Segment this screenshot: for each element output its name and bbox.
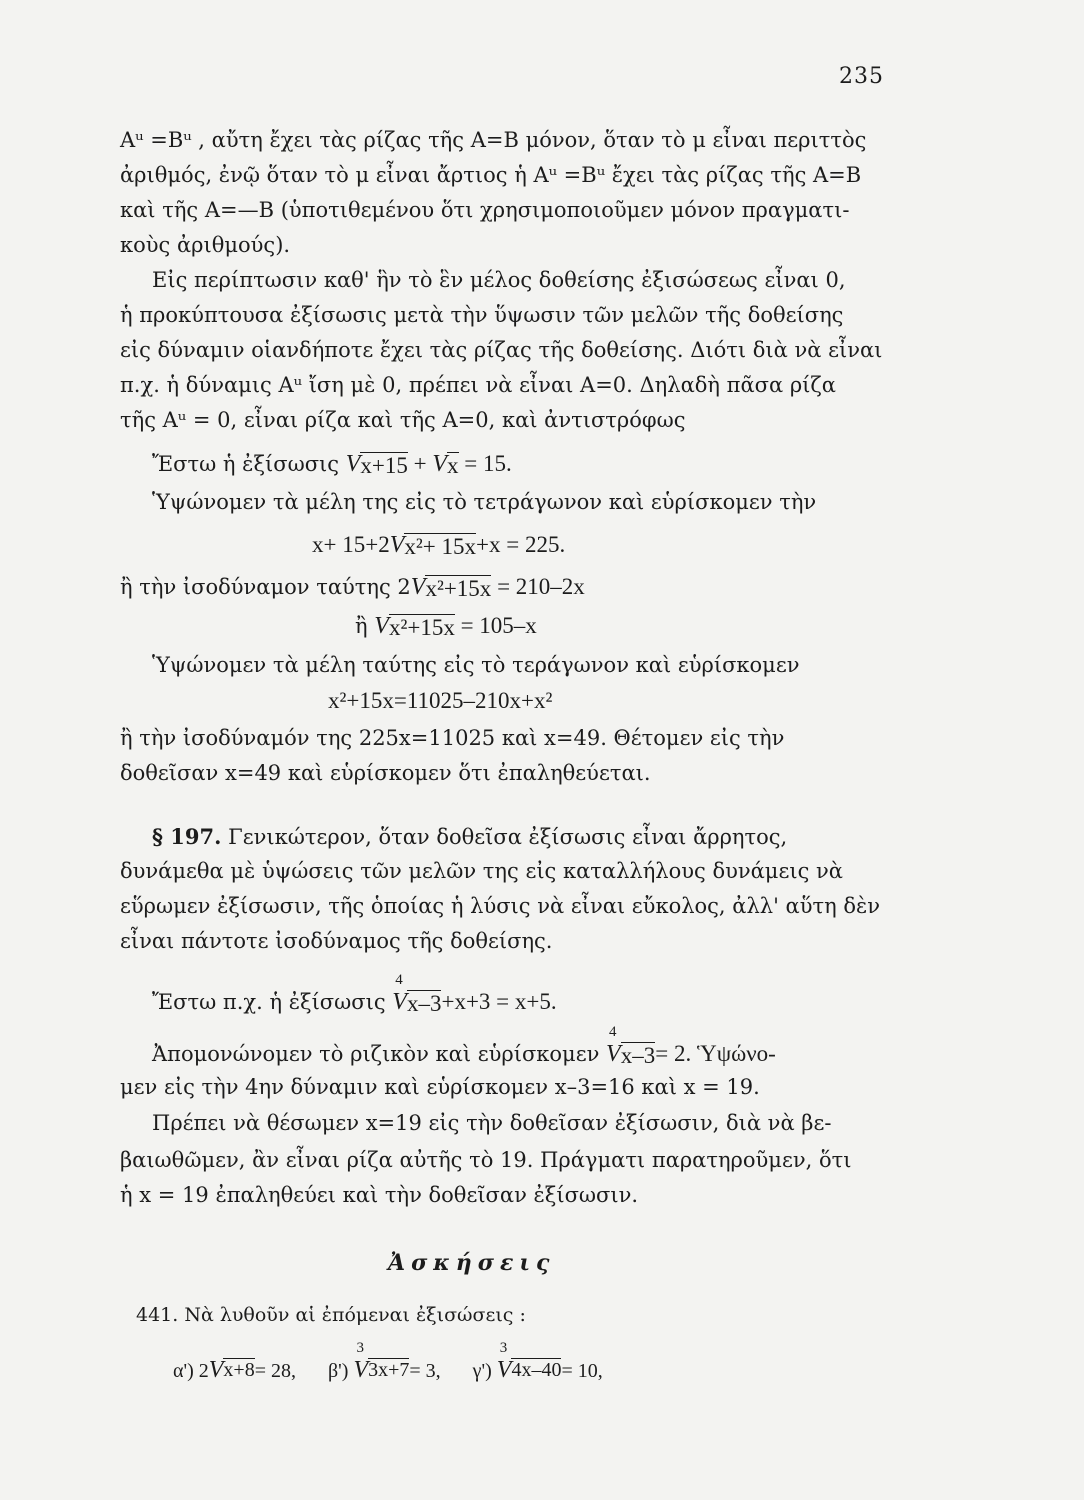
line-22: εἶναι πάντοτε ἰσοδύναμος τῆς δοθείσης. <box>120 929 553 953</box>
equation-line-5: x²+15x=11025–210x+x² <box>328 688 553 713</box>
section-number: § 197. <box>152 824 222 849</box>
exercises-heading: Ἀσκήσεις <box>388 1250 556 1276</box>
eq-rhs: = 15. <box>464 451 512 476</box>
eq-intro: Ἔστω π.χ. ἡ ἐξίσωσις <box>152 990 386 1014</box>
line-21: εὕρωμεν ἐξίσωσιν, τῆς ὁποίας ἡ λύσις νὰ εἶναι εὔκολος, ἀλλ' αὕτη δὲν <box>120 894 881 918</box>
radical: V x <box>432 451 459 478</box>
line-8: π.χ. ἡ δύναμις Aᵘ ἴση μὲ 0, πρέπει νὰ εἶναι Α=0. Δηλαδὴ πᾶσα ρίζα <box>120 373 836 397</box>
label-c: γ') <box>472 1360 492 1382</box>
rhs-a: = 28, <box>254 1360 296 1382</box>
equation-line-1 <box>152 452 512 477</box>
section-line <box>152 826 787 848</box>
eq-intro: Ἔστω ἡ ἐξίσωσις <box>152 452 340 476</box>
page-number: 235 <box>839 64 884 89</box>
equation-line-3 <box>120 575 585 600</box>
radical: V x²+ 15x <box>389 532 476 559</box>
line-27: βαιωθῶμεν, ἂν εἶναι ρίζα αὐτῆς τὸ 19. Πράγματι παρατηροῦμεν, ὅτι <box>120 1148 852 1172</box>
line-1: Aᵘ =Bᵘ , αὔτη ἔχει τὰς ρίζας τῆς Α=Β μόνον, ὅταν τὸ μ εἶναι περιττὸς <box>120 128 867 152</box>
line-26: Πρέπει νὰ θέσωμεν x=19 εἰς τὴν δοθεῖσαν ἐξίσωσιν, διὰ νὰ βε- <box>152 1111 832 1135</box>
radical: V x²+15x <box>374 613 455 640</box>
line-5: Εἰς περίπτωσιν καθ' ἣν τὸ ἓν μέλος δοθείσης ἐξισώσεως εἶναι 0, <box>152 268 846 292</box>
section-text: Γενικώτερον, ὅταν δοθεῖσα ἐξίσωσις εἶναι ἄρρητος, <box>228 825 788 849</box>
eq-lhs: x+ 15+2 <box>312 532 390 557</box>
radical: 3 V 3x+7 <box>353 1340 410 1383</box>
line-6: ἡ προκύπτουσα ἐξίσωσις μετὰ τὴν ὕψωσιν τῶν μελῶν τῆς δοθείσης <box>120 303 844 327</box>
line-25: μεν εἰς τὴν 4ην δύναμιν καὶ εὑρίσκομεν x–3=16 καὶ x = 19. <box>120 1075 760 1099</box>
line-18: δοθεῖσαν x=49 καὶ εὑρίσκομεν ὅτι ἐπαληθεύεται. <box>120 761 651 785</box>
exercise-a <box>173 1357 301 1383</box>
eq-intro: Ἀπομονώνομεν τὸ ριζικὸν καὶ εὑρίσκομεν <box>152 1042 600 1066</box>
rhs-c: = 10, <box>561 1360 603 1382</box>
radicand: 3x+7 <box>368 1359 410 1381</box>
text-line <box>120 130 897 151</box>
radicand: x²+ 15x <box>404 534 476 559</box>
root-index: 3 <box>499 1340 508 1356</box>
line-2: ἀριθμός, ἐνῷ ὅταν τὸ μ εἶναι ἄρτιος ἡ Aᵘ =Bᵘ ἔχει τὰς ρίζας τῆς Α=Β <box>120 163 862 187</box>
radicand: x+15 <box>360 453 408 478</box>
radicand: 4x–40 <box>511 1359 562 1381</box>
radical: V x²+15x <box>410 574 492 601</box>
exercise-b <box>327 1340 446 1383</box>
radical: 4 V x–3 <box>392 972 442 1016</box>
eq-intro: ἢ <box>355 614 368 638</box>
eq-rhs: +x+3 = x+5. <box>441 989 557 1014</box>
radical: V x+8 <box>208 1357 255 1383</box>
equation-line-4 <box>355 614 537 639</box>
radicand: x²+15x <box>388 615 455 640</box>
line-11: Ὑψώνομεν τὰ μέλη της εἰς τὸ τετράγωνον καὶ εὑρίσκομεν τὴν <box>152 490 817 514</box>
plus-sign: + <box>413 451 427 476</box>
eq-rhs: = 2. Ὑψώνο- <box>655 1041 776 1066</box>
line-3: καὶ τῆς Α=—Β (ὑποτιθεμένου ὅτι χρησιμοποιοῦμεν μόνον πραγματι- <box>120 198 850 222</box>
exercise-equations <box>173 1340 603 1383</box>
label-a: α') 2 <box>173 1360 209 1382</box>
radicand: x+8 <box>223 1359 255 1381</box>
line-28: ἡ x = 19 ἐπαληθεύει καὶ τὴν δοθεῖσαν ἐξίσωσιν. <box>120 1183 639 1207</box>
radicand: x <box>447 453 459 478</box>
root-index: 3 <box>356 1340 364 1356</box>
equation-line-2 <box>312 533 565 558</box>
radical: 4 V x–3 <box>606 1024 656 1068</box>
eq-rhs: = 105–x <box>460 613 537 638</box>
line-9: τῆς Aᵘ = 0, εἶναι ρίζα καὶ τῆς Α=0, καὶ ἀντιστρόφως <box>120 408 686 432</box>
radical: V x+15 <box>345 451 408 478</box>
eq-rhs: +x = 225. <box>476 532 566 557</box>
line-7: εἰς δύναμιν οἱανδήποτε ἔχει τὰς ρίζας τῆς δοθείσης. Διότι διὰ νὰ εἶναι <box>120 338 883 362</box>
line-20: δυνάμεθα μὲ ὑψώσεις τῶν μελῶν της εἰς καταλλήλους δυνάμεις νὰ <box>120 859 843 883</box>
radicand: x²+15x <box>425 576 492 601</box>
equation-line-6 <box>152 972 557 1016</box>
root-index: 4 <box>609 1024 617 1040</box>
line-17: ἢ τὴν ἰσοδύναμόν της 225x=11025 καὶ x=49. Θέτομεν εἰς τὴν <box>120 726 785 750</box>
radicand: x–3 <box>406 991 442 1016</box>
exercise-c <box>472 1340 603 1383</box>
exercise-441: 441. Νὰ λυθοῦν αἱ ἐπόμεναι ἐξισώσεις : <box>136 1304 526 1326</box>
equation-line-7 <box>152 1024 776 1068</box>
label-b: β') <box>327 1360 349 1382</box>
radicand: x–3 <box>620 1043 656 1068</box>
line-4: κοὺς ἀριθμούς). <box>120 233 291 257</box>
radical: 3 V 4x–40 <box>496 1340 562 1383</box>
eq-intro: ἢ τὴν ἰσοδύναμον ταύτης 2 <box>120 575 411 599</box>
root-index: 4 <box>395 972 403 988</box>
rhs-b: = 3, <box>409 1360 441 1382</box>
line-15: Ὑψώνομεν τὰ μέλη ταύτης εἰς τὸ τεράγωνον καὶ εὑρίσκομεν <box>152 653 800 677</box>
eq-rhs: = 210–2x <box>497 574 585 599</box>
